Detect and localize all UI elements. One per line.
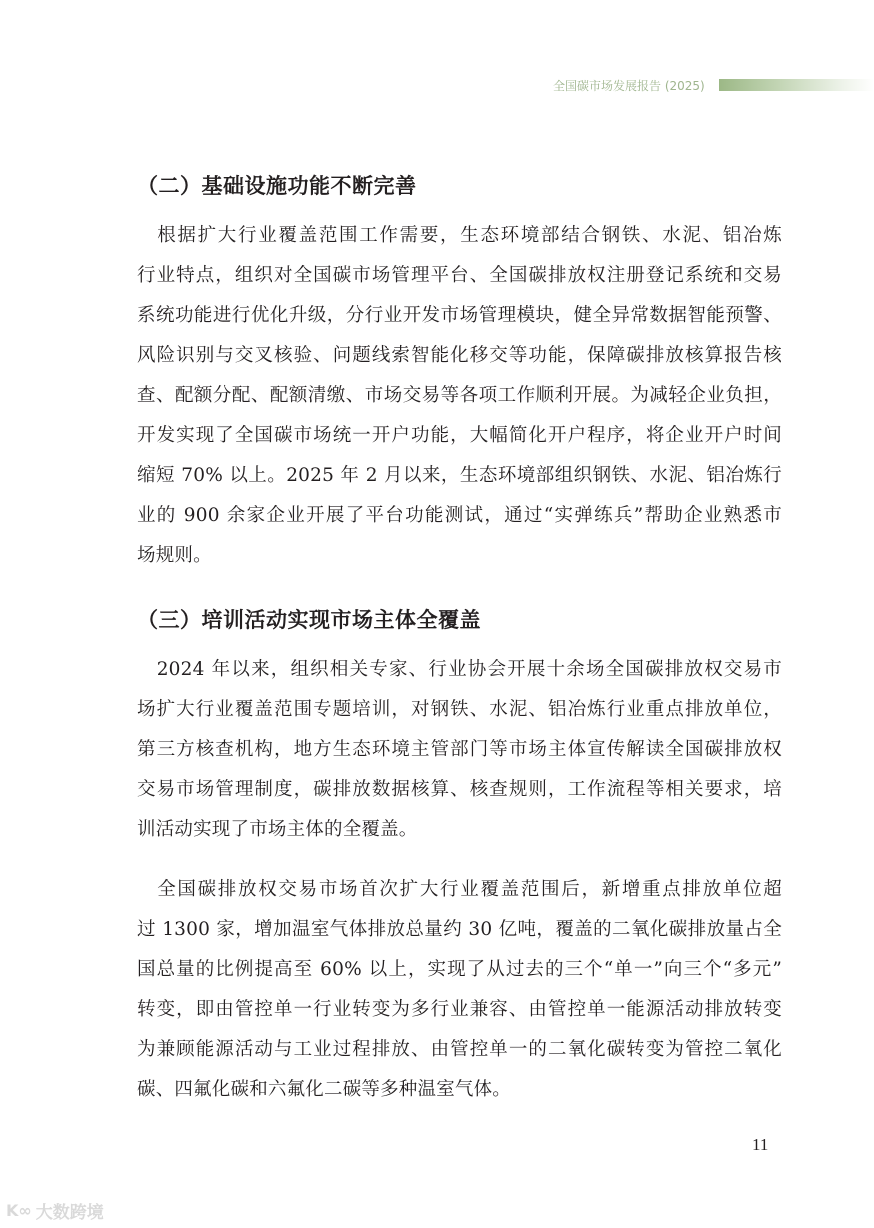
text-line: 交易市场管理制度，碳排放数据核算、核查规则，工作流程等相关要求，培	[137, 779, 782, 800]
text-line: 转变，即由管控单一行业转变为多行业兼容、由管控单一能源活动排放转变	[137, 999, 782, 1020]
paragraph-infrastructure	[137, 216, 782, 576]
text-line: 风险识别与交叉核验、问题线索智能化移交等功能，保障碳排放核算报告核	[137, 345, 782, 366]
text-line: 碳、四氟化碳和六氟化二碳等多种温室气体。	[137, 1079, 512, 1100]
watermark	[6, 1198, 104, 1223]
running-header	[553, 76, 705, 94]
text-line: 行业特点，组织对全国碳市场管理平台、全国碳排放权注册登记系统和交易	[137, 265, 782, 286]
text-line: 国总量的比例提高至 60% 以上，实现了从过去的三个“单一”向三个“多元”	[137, 959, 782, 980]
text-line: 场扩大行业覆盖范围专题培训，对钢铁、水泥、铝冶炼行业重点排放单位，	[137, 699, 782, 720]
text-line: 系统功能进行优化升级，分行业开发市场管理模块，健全异常数据智能预警、	[137, 305, 782, 326]
watermark-logo-icon: K∞	[6, 1201, 32, 1220]
paragraph-training	[137, 650, 782, 850]
text-line: 训活动实现了市场主体的全覆盖。	[137, 819, 418, 840]
text-line: 场规则。	[137, 545, 212, 566]
report-title: 全国碳市场发展报告 (2025)	[553, 78, 705, 93]
text-line: 业的 900 余家企业开展了平台功能测试，通过“实弹练兵”帮助企业熟悉市	[137, 505, 782, 526]
section-heading-infrastructure: （二）基础设施功能不断完善	[137, 173, 417, 198]
paragraph-coverage-expansion	[137, 870, 782, 1110]
text-line: 为兼顾能源活动与工业过程排放、由管控单一的二氧化碳转变为管控二氧化	[137, 1039, 782, 1060]
text-line: 缩短 70% 以上。2025 年 2 月以来，生态环境部组织钢铁、水泥、铝冶炼行	[137, 465, 782, 486]
text-line: 查、配额分配、配额清缴、市场交易等各项工作顺利开展。为减轻企业负担，	[137, 385, 782, 406]
section-heading-training: （三）培训活动实现市场主体全覆盖	[137, 607, 481, 632]
header-gradient-bar	[719, 79, 874, 91]
text-line: 第三方核查机构，地方生态环境主管部门等市场主体宣传解读全国碳排放权	[137, 739, 782, 760]
page-number: 11	[752, 1135, 769, 1154]
watermark-text: 大数跨境	[35, 1203, 104, 1223]
text-line: 过 1300 家，增加温室气体排放总量约 30 亿吨，覆盖的二氧化碳排放量占全	[137, 919, 782, 940]
text-line: 2024 年以来，组织相关专家、行业协会开展十余场全国碳排放权交易市	[137, 659, 782, 680]
text-line: 根据扩大行业覆盖范围工作需要，生态环境部结合钢铁、水泥、铝冶炼	[137, 225, 782, 246]
text-line: 开发实现了全国碳市场统一开户功能，大幅简化开户程序，将企业开户时间	[137, 425, 782, 446]
text-line: 全国碳排放权交易市场首次扩大行业覆盖范围后，新增重点排放单位超	[137, 879, 782, 900]
